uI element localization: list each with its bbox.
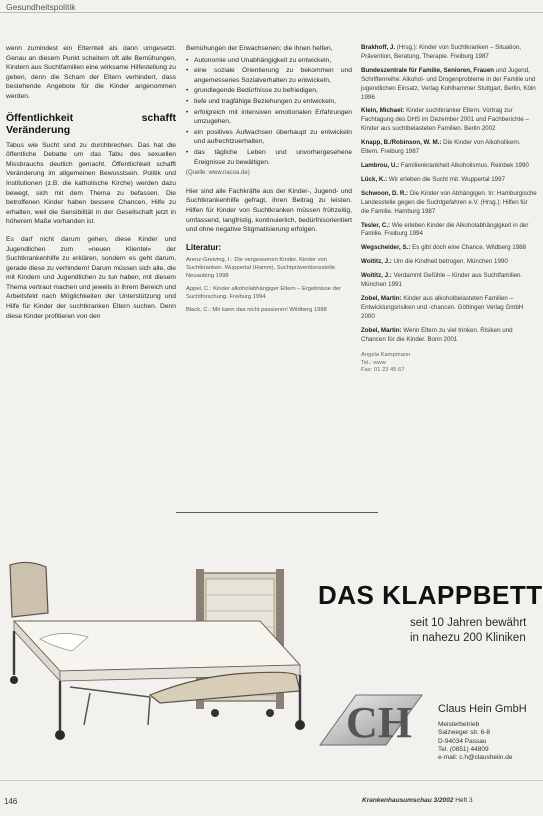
reference-entry (361, 190, 537, 217)
reference-text: Die Kinder von Abhängigen. In: Hamburgische Landesstelle gegen die Suchtgefahren e.V. (Hrsg.): Hilfen für die Familie. Hamburg 1987 (361, 189, 537, 215)
reference-text: Kinder suchtkranker Eltern. Vortrag zur Fachtagung des DHS im Dezember 2001 und Fachberichte – Kinder aus suchtbelasteten Familien. Berlin 2002 (361, 107, 529, 133)
paragraph: Bemühungen der Erwachsenen; die ihnen helfen, (186, 45, 333, 52)
bed-photo (0, 525, 320, 775)
paragraph: Es darf nicht darum gehen, diese Kinder und Jugendlichen zum »neuen Klientel« der Suchtkrankenhilfe zu erklären, sondern es geht darum, gerade diese zu verhindern! Darum müssen sich alle, die mit Kindern und Jugendlichen zu tun haben, mit diesem Thema vertraut machen und jeweils in ihrem Bereich und Arbeitsfeld nach Möglichkeiten der Unterstützung und Hilfe für Kinder der suchtkranken Eltern suchen. Denn diese Kinder profitieren von den (6, 235, 176, 320)
list-item: • erfolgreich mit intensiven emotionalen Erfahrungen umzugehen, (186, 108, 352, 127)
ad-title: DAS KLAPPBETT (318, 580, 543, 610)
literature-entry: Appel, C.: Kinder alkoholabhängiger Eltern – Ergebnisse der Suchtforschung. Freiburg 1994 (186, 286, 342, 301)
reference-entry (361, 67, 537, 103)
reference-column (361, 44, 537, 375)
reference-text: Verdammt Gefühle – Kinder aus Suchtfamilien. München 1991 (361, 272, 523, 289)
issue-label: Heft 3 (455, 797, 473, 804)
list-item: • das tägliche Leben und unvorhergesehene Ereignisse zu bewältigen. (186, 148, 352, 167)
reference-text: Wir erleben die Sucht mit. Wuppertal 1997 (388, 175, 506, 183)
reference-text: Die Kinder von Alkoholikern. Eltern. Freiburg 1987 (361, 139, 521, 156)
paragraph: wenn zumindest ein Elternteil als dann umgesetzt. Genau an diesem Punkt scheitern oft alle Bemühungen, Kindern aus Suchtfamilien eine wirksame Hilfestellung zu geben, denn die Scham der Eltern verhindert, dass bestehende Angebote für die Kinder angenommen werden. (6, 45, 176, 100)
reference-author: Wegscheider, S.: (361, 244, 411, 252)
reference-author: Lück, K.: (361, 175, 388, 183)
contact-line: D-94034 Passau (438, 737, 487, 745)
reference-author: Bundeszentrale für Familie, Senioren, Frauen (361, 66, 495, 74)
bullet-list (186, 56, 352, 168)
list-item: • grundlegende Bedürfnisse zu befriedigen, (186, 86, 352, 96)
contact-line: Meisterbetrieb (438, 721, 480, 728)
contact-line: Tel. (0851) 44809 (438, 745, 489, 753)
reference-text: (Hrsg.): Kinder von Suchtkranken – Situation, Prävention, Beratung, Therapie. Freiburg 1987 (361, 44, 521, 60)
magazine-footer (362, 797, 473, 804)
reference-entry (361, 222, 537, 240)
reference-author: Lambrou, U.: (361, 161, 400, 169)
reference-entry (361, 176, 537, 185)
reference-text: Wie erleben Kinder die Alkoholabhängigkeit in der Familie. Freiburg 1994 (361, 221, 529, 238)
reference-text: Um die Kindheit betrogen. München 1990 (393, 258, 508, 266)
company-name: Claus Hein GmbH (438, 703, 527, 715)
slogan-line: in nahezu 200 Kliniken (410, 632, 526, 644)
reference-entry (361, 244, 537, 253)
company-logo (312, 685, 432, 765)
reference-entry (361, 272, 537, 290)
company-contact (438, 721, 513, 762)
header-rule (0, 12, 543, 13)
reference-author: Zobel, Martin: (361, 326, 402, 334)
footer-rule (0, 780, 543, 781)
reference-author: Woititz, J.: (361, 272, 392, 280)
list-item: • eine soziale Orientierung zu bekommen und angemessenes Sozialverhalten zu entwickeln, (186, 66, 352, 85)
source-note: (Quelle: www.nacoa.de) (186, 170, 250, 177)
section-header: Gesundheitspolitik (6, 2, 76, 12)
literature-entry: Black, C.: Mir kann das nicht passieren! Wildberg 1988 (186, 307, 327, 314)
magazine-name: Krankenhausumschau 3/2002 (362, 797, 454, 804)
contact-line: Saizweger str. 6-8 (438, 729, 491, 737)
reference-text: Es gibt doch eine Chance. Wildberg 1988 (412, 244, 526, 252)
reference-text: Kinder aus alkoholbelasteten Familien – Entwicklungsrisiken und -chancen. Göttingen Verlag GmbH 2000 (361, 294, 524, 320)
subheading: Öffentlichkeit schafft Veränderung (6, 111, 176, 136)
reference-text: Wenn Eltern zu viel trinken. Risiken und Chancen für die Kinder. Bonn 2001 (361, 326, 513, 343)
article-column-1 (6, 44, 176, 329)
reference-entry (361, 44, 537, 62)
address-line: Fax: 01 23 45 67 (361, 367, 405, 374)
reference-entry (361, 107, 537, 134)
address-line: Tel.: www (361, 359, 386, 366)
reference-entry (361, 162, 537, 171)
list-item: • tiefe und tragfähige Beziehungen zu entwickeln, (186, 97, 352, 107)
ad-slogan (410, 616, 526, 646)
page-number: 146 (4, 797, 18, 806)
reference-author: Klein, Michael: (361, 107, 405, 115)
literature-entry: Arenz-Greiving, I.: Die vergessenen Kinder. Kinder von Suchtkranken. Wuppertal (Hamm), Suchtpräventionsstelle Neuaubing 1998 (186, 257, 336, 280)
slogan-line: seit 10 Jahren bewährt (410, 617, 527, 629)
reference-entry (361, 295, 537, 322)
advertisement (0, 525, 543, 775)
divider-rule (176, 512, 378, 513)
reference-author: Tesler, C.: (361, 221, 391, 229)
contact-line: e-mail: c.h@clausheiin.de (438, 754, 513, 762)
address-line: Angela Kampmann (361, 352, 411, 359)
reference-entry (361, 139, 537, 157)
paragraph: Hier sind alle Fachkräfte aus der Kinder-, Jugend- und Suchtkrankenhilfe gefragt, ihren Beitrag zu leisten. Hilfen für Kinder von Suchtkranken müssen frühzeitig, umfassend, langfristig, kontinuierlich, bedürfnisorientiert und ohne negative Stigmatisierung erfolgen. (186, 187, 352, 234)
author-address (361, 352, 537, 375)
reference-text: Familienkrankheit Alkoholismus. Reinbek 1990 (400, 161, 529, 169)
reference-text: und Jugend, Schriftenreihe: Alkohol- und Drogenprobleme in der Familie und jugendlichen Einsatz, Verlag Kohlhammer Stuttgart, Berlin, Köln 1996 (361, 66, 536, 101)
reference-author: Schwoon, D. R.: (361, 189, 409, 197)
logo-letters: CH (346, 698, 412, 747)
article-column-2 (186, 44, 352, 319)
reference-entry (361, 258, 537, 267)
list-item: • Autonomie und Unabhängigkeit zu entwickeln, (186, 56, 352, 66)
reference-author: Knapp, B./Robinson, W. M.: (361, 139, 442, 147)
paragraph: Tabus wie Sucht sind zu durchbrechen. Das hat die öffentliche Debatte um das Tabu des sexuellen Missbrauchs deutlich gemacht. Öffentlichkeit schafft Veränderung im allgemeinen Bewusstsein. Politik und Institutionen (z.B. die katholische Kirche) werden dazu bewegt, sich mit dem Thema zu befassen. Die betroffenen Kinder haben bessere Chancen, Hilfe zu erhalten, weil die Sensibilität in der Gesellschaft jetzt in höherem Maße vorhanden ist. (6, 141, 176, 226)
reference-author: Brakhoff, J. (361, 44, 396, 51)
reference-author: Woititz, J.: (361, 258, 392, 266)
reference-entry (361, 327, 537, 345)
list-item: • ein positives Aufwachsen überhaupt zu entwickeln und aufrechtzuerhalten, (186, 128, 352, 147)
literature-heading: Literatur: (186, 242, 222, 252)
reference-author: Zobel, Martin: (361, 294, 402, 302)
